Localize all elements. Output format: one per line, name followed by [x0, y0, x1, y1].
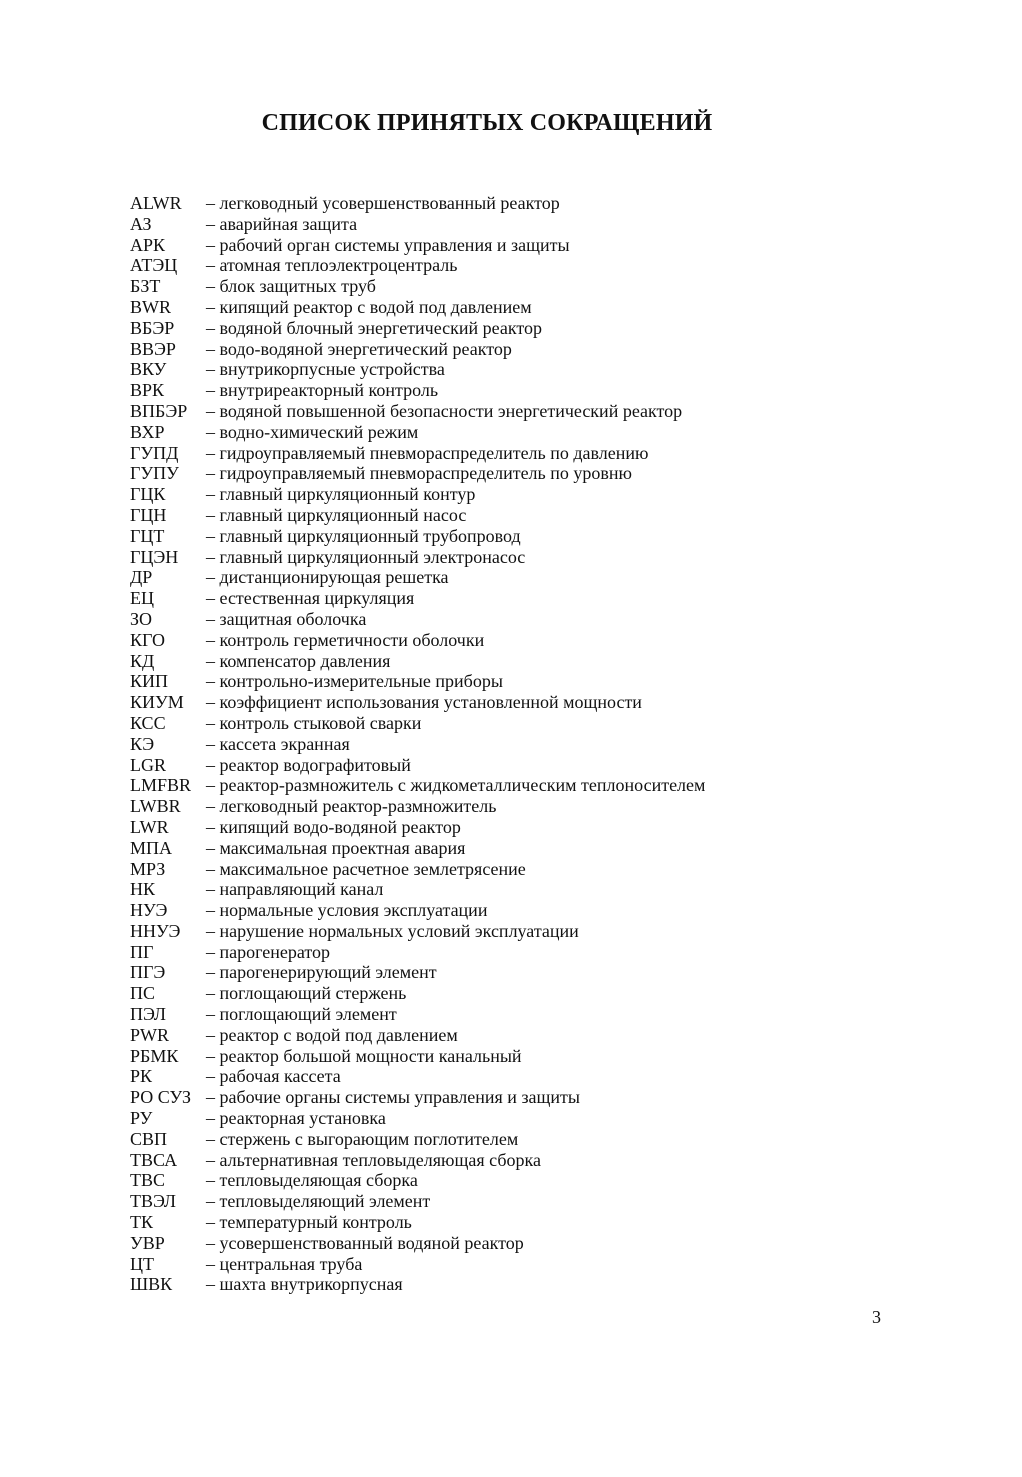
abbreviation-definition: защитная оболочка	[219, 608, 367, 629]
abbreviation-definition: компенсатор давления	[219, 650, 391, 671]
abbreviation-term: МРЗ	[130, 858, 166, 879]
abbreviation-term: СВП	[130, 1128, 168, 1149]
abbreviation-separator: –	[206, 1108, 215, 1129]
abbreviation-row	[130, 255, 705, 276]
abbreviation-separator: –	[206, 504, 215, 525]
abbreviation-definition: дистанционирующая решетка	[219, 567, 449, 588]
abbreviation-term: ПГ	[130, 941, 154, 962]
abbreviation-separator: –	[206, 920, 215, 941]
abbreviation-term: МПА	[130, 837, 173, 858]
abbreviation-separator: –	[206, 608, 215, 629]
abbreviation-definition: тепловыделяющая сборка	[219, 1170, 418, 1191]
abbreviation-definition: внутрикорпусные устройства	[219, 359, 445, 380]
abbreviation-separator: –	[206, 650, 215, 671]
abbreviation-row	[130, 1212, 705, 1233]
abbreviation-separator: –	[206, 1128, 215, 1149]
abbreviation-definition: нарушение нормальных условий эксплуатации	[219, 920, 579, 941]
abbreviation-separator: –	[206, 400, 215, 421]
abbreviation-term: КД	[130, 650, 155, 671]
abbreviation-separator: –	[206, 255, 215, 276]
abbreviation-definition: рабочие органы системы управления и защиты	[219, 1087, 580, 1108]
abbreviation-term: УВР	[130, 1232, 165, 1253]
abbreviation-separator: –	[206, 671, 215, 692]
abbreviation-row	[130, 1004, 705, 1025]
abbreviation-separator: –	[206, 317, 215, 338]
abbreviation-definition: направляющий канал	[219, 879, 384, 900]
abbreviation-row	[130, 1066, 705, 1087]
abbreviation-row	[130, 900, 705, 921]
abbreviation-term: LWR	[130, 816, 169, 837]
abbreviation-separator: –	[206, 1170, 215, 1191]
abbreviation-definition: парогенерирующий элемент	[219, 962, 437, 983]
abbreviation-row	[130, 567, 705, 588]
abbreviation-row	[130, 692, 705, 713]
abbreviation-term: ALWR	[130, 193, 182, 213]
abbreviation-definition: температурный контроль	[219, 1212, 412, 1233]
page-number: 3	[872, 1307, 881, 1327]
abbreviation-row	[130, 297, 705, 318]
abbreviation-term: ТВС	[130, 1170, 166, 1191]
abbreviation-term: ВВЭР	[130, 338, 176, 359]
abbreviation-row	[130, 609, 705, 630]
abbreviation-separator: –	[206, 983, 215, 1004]
abbreviation-row	[130, 755, 705, 776]
abbreviation-row	[130, 775, 705, 796]
abbreviation-row	[130, 942, 705, 963]
abbreviation-term: НУЭ	[130, 900, 168, 921]
abbreviation-definition: контроль стыковой сварки	[219, 712, 422, 733]
abbreviation-term: ГУПУ	[130, 463, 179, 484]
abbreviation-separator: –	[206, 484, 215, 505]
abbreviation-separator: –	[206, 1087, 215, 1108]
abbreviation-row	[130, 1046, 705, 1067]
abbreviation-definition: стержень с выгорающим поглотителем	[219, 1128, 519, 1149]
abbreviation-definition: кассета экранная	[219, 733, 350, 754]
abbreviation-term: LGR	[130, 754, 166, 775]
abbreviation-definition: нормальные условия эксплуатации	[219, 900, 488, 921]
abbreviation-term: ТВСА	[130, 1149, 178, 1170]
abbreviation-term: АРК	[130, 234, 166, 255]
abbreviation-separator: –	[206, 1232, 215, 1253]
abbreviation-definition: контрольно-измерительные приборы	[219, 671, 503, 692]
abbreviation-term: ГЦК	[130, 484, 166, 505]
abbreviation-separator: –	[206, 296, 215, 317]
abbreviation-separator: –	[206, 380, 215, 401]
abbreviation-separator: –	[206, 213, 215, 234]
abbreviation-separator: –	[206, 1004, 215, 1025]
abbreviation-row	[130, 713, 705, 734]
abbreviation-row	[130, 817, 705, 838]
abbreviation-separator: –	[206, 816, 215, 837]
abbreviation-separator: –	[206, 1253, 215, 1274]
abbreviation-definition: гидроуправляемый пневмораспределитель по давлению	[219, 442, 649, 463]
abbreviation-separator: –	[206, 712, 215, 733]
abbreviation-term: ЦТ	[130, 1253, 154, 1274]
abbreviation-term: ТК	[130, 1212, 154, 1233]
abbreviation-row	[130, 422, 705, 443]
abbreviation-definition: кипящий реактор с водой под давлением	[219, 296, 532, 317]
abbreviation-term: КГО	[130, 629, 165, 650]
abbreviation-separator: –	[206, 837, 215, 858]
abbreviation-definition: естественная циркуляция	[219, 588, 415, 609]
abbreviation-row	[130, 859, 705, 880]
abbreviation-definition: главный циркуляционный трубопровод	[219, 525, 521, 546]
abbreviation-definition: центральная труба	[219, 1253, 363, 1274]
abbreviation-separator: –	[206, 858, 215, 879]
abbreviation-term: ГУПД	[130, 442, 179, 463]
abbreviation-separator: –	[206, 421, 215, 442]
abbreviation-row	[130, 1233, 705, 1254]
abbreviation-term: ЕЦ	[130, 588, 154, 609]
abbreviation-definition: легководный усовершенствованный реактор	[219, 193, 560, 213]
abbreviation-definition: водяной повышенной безопасности энергетический реактор	[219, 400, 683, 421]
abbreviation-term: АТЭЦ	[130, 255, 178, 276]
abbreviation-separator: –	[206, 338, 215, 359]
abbreviation-term: ДР	[130, 567, 153, 588]
abbreviation-term: КСС	[130, 712, 166, 733]
abbreviation-definition: тепловыделяющий элемент	[219, 1191, 431, 1212]
abbreviation-term: PWR	[130, 1024, 170, 1045]
abbreviation-row	[130, 526, 705, 547]
abbreviation-row	[130, 1191, 705, 1212]
abbreviation-row	[130, 380, 705, 401]
abbreviation-row	[130, 1108, 705, 1129]
abbreviation-definition: контроль герметичности оболочки	[219, 629, 485, 650]
abbreviation-row	[130, 1150, 705, 1171]
abbreviation-term: ТВЭЛ	[130, 1191, 176, 1212]
abbreviation-separator: –	[206, 941, 215, 962]
abbreviation-term: ШВК	[130, 1274, 173, 1295]
abbreviation-term: ВПБЭР	[130, 400, 188, 421]
abbreviation-separator: –	[206, 796, 215, 817]
abbreviation-term: LMFBR	[130, 775, 192, 796]
abbreviation-definition: реакторная установка	[219, 1108, 386, 1129]
abbreviation-separator: –	[206, 525, 215, 546]
abbreviation-row	[130, 235, 705, 256]
abbreviation-separator: –	[206, 754, 215, 775]
abbreviation-separator: –	[206, 1191, 215, 1212]
abbreviation-separator: –	[206, 692, 215, 713]
abbreviation-row	[130, 359, 705, 380]
abbreviation-term: ВХР	[130, 421, 165, 442]
abbreviation-row	[130, 921, 705, 942]
abbreviation-row	[130, 463, 705, 484]
abbreviation-row	[130, 671, 705, 692]
abbreviation-definition: максимальное расчетное землетрясение	[219, 858, 526, 879]
abbreviation-row	[130, 339, 705, 360]
abbreviation-definition: блок защитных труб	[219, 276, 376, 297]
abbreviation-definition: гидроуправляемый пневмораспределитель по уровню	[219, 463, 632, 484]
abbreviation-definition: рабочая кассета	[219, 1066, 341, 1087]
abbreviation-definition: атомная теплоэлектроцентраль	[219, 255, 458, 276]
abbreviation-row	[130, 630, 705, 651]
abbreviation-separator: –	[206, 1274, 215, 1295]
abbreviation-row	[130, 734, 705, 755]
abbreviation-separator: –	[206, 733, 215, 754]
abbreviation-separator: –	[206, 629, 215, 650]
abbreviation-separator: –	[206, 1066, 215, 1087]
abbreviation-term: BWR	[130, 296, 172, 317]
abbreviation-separator: –	[206, 1212, 215, 1233]
abbreviation-term: РБМК	[130, 1045, 179, 1066]
abbreviation-definition: реактор большой мощности канальный	[219, 1045, 522, 1066]
abbreviation-definition: водно-химический режим	[219, 421, 419, 442]
abbreviation-term: РК	[130, 1066, 153, 1087]
abbreviation-definition: аварийная защита	[219, 213, 358, 234]
abbreviation-definition: реактор водографитовый	[219, 754, 411, 775]
abbreviation-row	[130, 547, 705, 568]
abbreviation-row	[130, 651, 705, 672]
abbreviation-term: БЗТ	[130, 276, 161, 297]
abbreviation-row	[130, 962, 705, 983]
abbreviation-term: ПЭЛ	[130, 1004, 166, 1025]
abbreviation-separator: –	[206, 567, 215, 588]
abbreviation-row	[130, 588, 705, 609]
abbreviation-definition: парогенератор	[219, 941, 331, 962]
abbreviation-definition: поглощающий элемент	[219, 1004, 397, 1025]
abbreviation-definition: внутриреакторный контроль	[219, 380, 439, 401]
abbreviation-definition: реактор с водой под давлением	[219, 1024, 458, 1045]
abbreviation-term: РУ	[130, 1108, 153, 1129]
abbreviation-separator: –	[206, 900, 215, 921]
abbreviation-term: ПС	[130, 983, 156, 1004]
abbreviation-definition: поглощающий стержень	[219, 983, 407, 1004]
abbreviation-term: LWBR	[130, 796, 181, 817]
abbreviation-row	[130, 484, 705, 505]
abbreviation-term: ГЦТ	[130, 525, 165, 546]
abbreviation-term: РО СУЗ	[130, 1087, 192, 1108]
abbreviation-definition: рабочий орган системы управления и защиты	[219, 234, 570, 255]
abbreviation-row	[130, 879, 705, 900]
abbreviation-definition: главный циркуляционный насос	[219, 504, 467, 525]
abbreviation-row	[130, 1170, 705, 1191]
abbreviation-separator: –	[206, 775, 215, 796]
abbreviation-row	[130, 1254, 705, 1275]
abbreviation-separator: –	[206, 546, 215, 567]
abbreviation-separator: –	[206, 359, 215, 380]
abbreviation-term: ВКУ	[130, 359, 167, 380]
abbreviation-term: НК	[130, 879, 156, 900]
abbreviation-definition: главный циркуляционный электронасос	[219, 546, 526, 567]
abbreviation-row	[130, 193, 705, 214]
abbreviation-row	[130, 214, 705, 235]
abbreviation-row	[130, 1274, 705, 1295]
abbreviation-definition: шахта внутрикорпусная	[219, 1274, 403, 1295]
abbreviation-term: ННУЭ	[130, 920, 181, 941]
abbreviation-term: ПГЭ	[130, 962, 166, 983]
abbreviation-separator: –	[206, 1024, 215, 1045]
abbreviation-separator: –	[206, 276, 215, 297]
abbreviation-definition: водяной блочный энергетический реактор	[219, 317, 543, 338]
abbreviation-row	[130, 796, 705, 817]
abbreviation-separator: –	[206, 962, 215, 983]
abbreviation-separator: –	[206, 1149, 215, 1170]
abbreviation-term: ЗО	[130, 608, 153, 629]
abbreviation-row	[130, 276, 705, 297]
abbreviation-definition: максимальная проектная авария	[219, 837, 466, 858]
abbreviation-list	[130, 193, 705, 1295]
abbreviation-row	[130, 983, 705, 1004]
abbreviation-term: КИУМ	[130, 692, 184, 713]
abbreviation-row	[130, 1129, 705, 1150]
abbreviation-separator: –	[206, 879, 215, 900]
abbreviation-row	[130, 401, 705, 422]
abbreviation-row	[130, 1087, 705, 1108]
abbreviation-separator: –	[206, 463, 215, 484]
abbreviation-separator: –	[206, 234, 215, 255]
abbreviation-term: ВРК	[130, 380, 165, 401]
abbreviation-definition: главный циркуляционный контур	[219, 484, 476, 505]
abbreviation-row	[130, 838, 705, 859]
abbreviation-definition: альтернативная тепловыделяющая сборка	[219, 1149, 541, 1170]
abbreviation-definition: водо-водяной энергетический реактор	[219, 338, 512, 359]
abbreviation-row	[130, 505, 705, 526]
abbreviation-row	[130, 443, 705, 464]
abbreviation-term: ГЦН	[130, 504, 167, 525]
abbreviation-row	[130, 318, 705, 339]
abbreviation-definition: легководный реактор-размножитель	[219, 796, 497, 817]
page-title: СПИСОК ПРИНЯТЫХ СОКРАЩЕНИЙ	[261, 110, 713, 136]
abbreviation-definition: коэффициент использования установленной мощности	[219, 692, 642, 713]
abbreviation-separator: –	[206, 442, 215, 463]
abbreviation-separator: –	[206, 193, 215, 213]
abbreviation-term: КИП	[130, 671, 169, 692]
abbreviation-definition: кипящий водо-водяной реактор	[219, 816, 461, 837]
abbreviation-term: ВБЭР	[130, 317, 175, 338]
abbreviation-term: КЭ	[130, 733, 155, 754]
abbreviation-definition: усовершенствованный водяной реактор	[219, 1232, 524, 1253]
abbreviation-separator: –	[206, 1045, 215, 1066]
abbreviation-definition: реактор-размножитель с жидкометаллическим теплоносителем	[219, 775, 706, 796]
abbreviation-row	[130, 1025, 705, 1046]
abbreviation-term: АЗ	[130, 213, 152, 234]
abbreviation-term: ГЦЭН	[130, 546, 179, 567]
abbreviation-separator: –	[206, 588, 215, 609]
